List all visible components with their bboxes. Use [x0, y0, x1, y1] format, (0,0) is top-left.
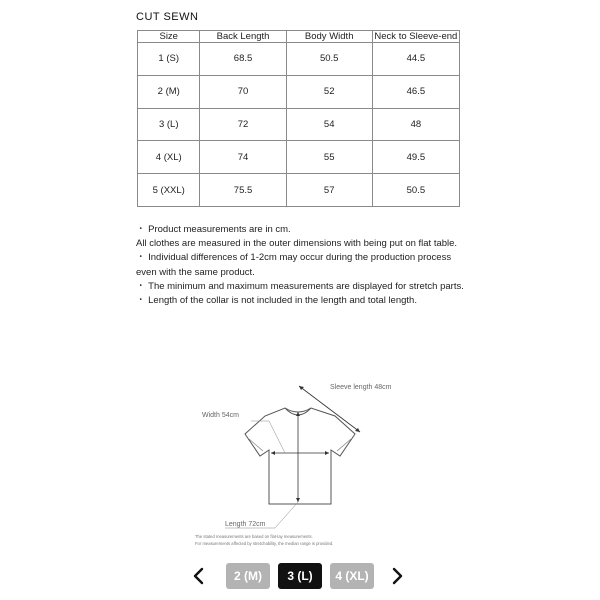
width-label: Width 54cm	[202, 412, 239, 419]
size-table	[137, 30, 460, 207]
size-option-button[interactable]: 2 (M)	[226, 563, 270, 589]
table-cell: 57	[286, 174, 372, 207]
note-line: ・ The minimum and maximum measurements are displayed for stretch parts.	[136, 280, 464, 292]
table-cell: 46.5	[372, 75, 459, 108]
measurement-notes	[136, 223, 466, 308]
chevron-left-icon[interactable]	[190, 565, 208, 587]
table-row	[138, 141, 460, 174]
table-cell: 70	[200, 75, 286, 108]
table-cell: 1 (S)	[138, 43, 200, 76]
measurement-diagram	[195, 378, 415, 553]
table-cell: 44.5	[372, 43, 459, 76]
table-row	[138, 43, 460, 76]
table-cell: 55	[286, 141, 372, 174]
table-cell: 50.5	[372, 174, 459, 207]
chevron-right-icon[interactable]	[388, 565, 406, 587]
table-cell: 49.5	[372, 141, 459, 174]
table-cell: 5 (XXL)	[138, 174, 200, 207]
size-pager	[190, 563, 410, 589]
note-line: ・ Product measurements are in cm.	[136, 224, 291, 235]
note-line: ・ Individual differences of 1-2cm may occur during the production process even with the same product.	[136, 252, 452, 278]
section-title: CUT SEWN	[136, 11, 199, 23]
table-cell: 4 (XL)	[138, 141, 200, 174]
fine-print: The stated measurements are based on flat-lay measurements.	[195, 534, 313, 539]
table-cell: 2 (M)	[138, 75, 200, 108]
length-label: Length 72cm	[225, 521, 266, 528]
column-header: Neck to Sleeve-end	[372, 31, 459, 43]
table-cell: 75.5	[200, 174, 286, 207]
table-cell: 72	[200, 108, 286, 141]
table-row	[138, 174, 460, 207]
table-row	[138, 75, 460, 108]
size-option-button[interactable]: 3 (L)	[278, 563, 322, 589]
table-row	[138, 108, 460, 141]
column-header: Back Length	[200, 31, 286, 43]
note-line: ・ Length of the collar is not included in the length and total length.	[136, 295, 417, 307]
table-cell: 54	[286, 108, 372, 141]
note-line: All clothes are measured in the outer dimensions with being put on flat table.	[136, 238, 458, 250]
sleeve-length-label: Sleeve length 48cm	[330, 384, 392, 391]
table-cell: 52	[286, 75, 372, 108]
table-cell: 68.5	[200, 43, 286, 76]
column-header: Body Width	[286, 31, 372, 43]
table-cell: 50.5	[286, 43, 372, 76]
table-cell: 74	[200, 141, 286, 174]
fine-print: For measurements affected by stretchability, the median range is provided.	[195, 541, 334, 546]
table-cell: 48	[372, 108, 459, 141]
column-header: Size	[138, 31, 200, 43]
table-cell: 3 (L)	[138, 108, 200, 141]
table-header-row	[138, 31, 460, 43]
size-option-button[interactable]: 4 (XL)	[330, 563, 374, 589]
